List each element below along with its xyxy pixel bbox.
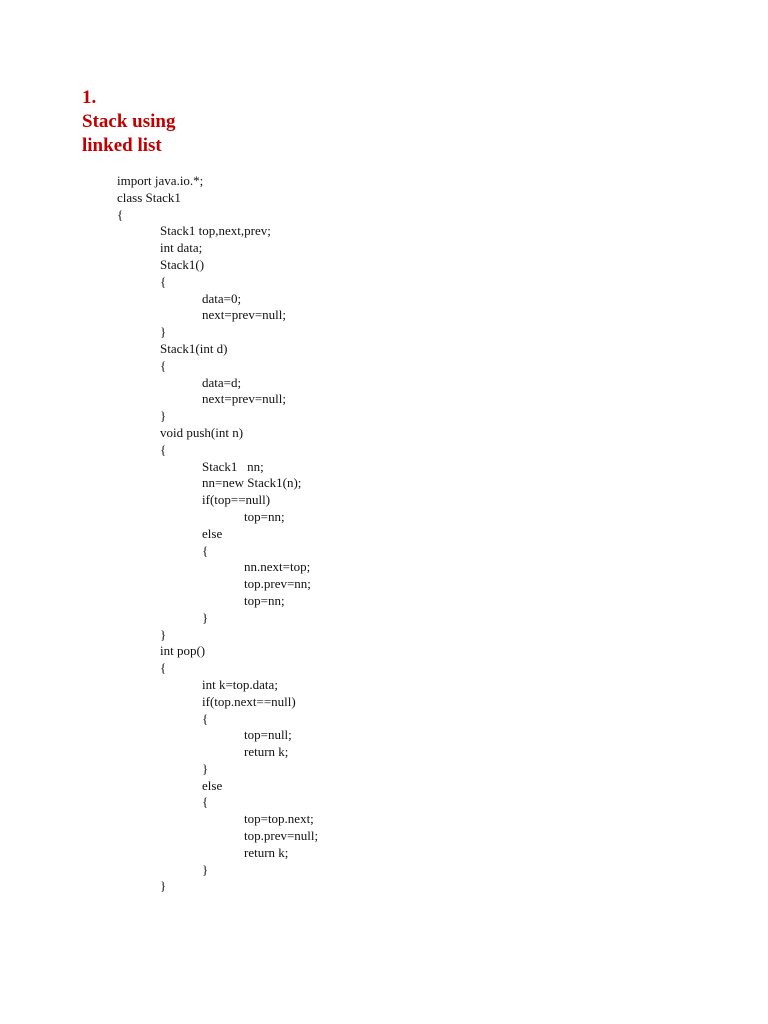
code-line: } [202, 609, 209, 625]
code-line: } [160, 878, 167, 894]
code-line: { [160, 273, 167, 289]
code-line: else [202, 777, 223, 793]
code-line: { [202, 542, 209, 558]
code-line: void push(int n) [160, 424, 244, 440]
code-line: return k; [244, 744, 289, 760]
code-line: { [202, 710, 209, 726]
code-line: } [202, 861, 209, 877]
code-line: data=0; [202, 290, 242, 306]
code-line: int k=top.data; [202, 676, 278, 692]
code-line: { [160, 660, 167, 676]
code-line: } [202, 760, 209, 776]
section-title-line-1: Stack using [82, 111, 176, 132]
code-line: class Stack1 [117, 189, 181, 205]
code-line: int data; [160, 240, 203, 256]
code-line: else [202, 525, 223, 541]
code-line: Stack1 nn; [202, 458, 264, 474]
code-line: Stack1 top,next,prev; [160, 223, 271, 239]
code-line: } [160, 408, 167, 424]
code-line: if(top==null) [202, 492, 271, 508]
code-line: import java.io.*; [117, 173, 204, 188]
section-title-line-2: linked list [82, 135, 162, 156]
code-line: top=nn; [244, 508, 285, 524]
code-line: top.prev=null; [244, 828, 319, 844]
code-line: top=null; [244, 727, 292, 743]
code-line: nn=new Stack1(n); [202, 475, 302, 491]
code-line: top.prev=nn; [244, 576, 311, 592]
code-line: { [160, 441, 167, 457]
section-heading [82, 86, 175, 158]
code-line: if(top.next==null) [202, 693, 296, 709]
code-line: nn.next=top; [244, 559, 311, 575]
code-line: { [117, 206, 124, 222]
code-line: } [160, 626, 167, 642]
code-line: Stack1(int d) [160, 340, 228, 356]
code-line: next=prev=null; [202, 391, 286, 407]
code-line: top=nn; [244, 592, 285, 608]
code-line: top=top.next; [244, 811, 314, 827]
code-line: int pop() [160, 643, 206, 659]
code-line: { [202, 794, 209, 810]
code-line: next=prev=null; [202, 307, 286, 323]
code-line: data=d; [202, 374, 242, 390]
code-line: return k; [244, 844, 289, 860]
code-line: Stack1() [160, 256, 205, 272]
code-line: } [160, 324, 167, 340]
code-listing [117, 173, 318, 895]
section-number: 1. [82, 87, 97, 108]
code-line: { [160, 357, 167, 373]
